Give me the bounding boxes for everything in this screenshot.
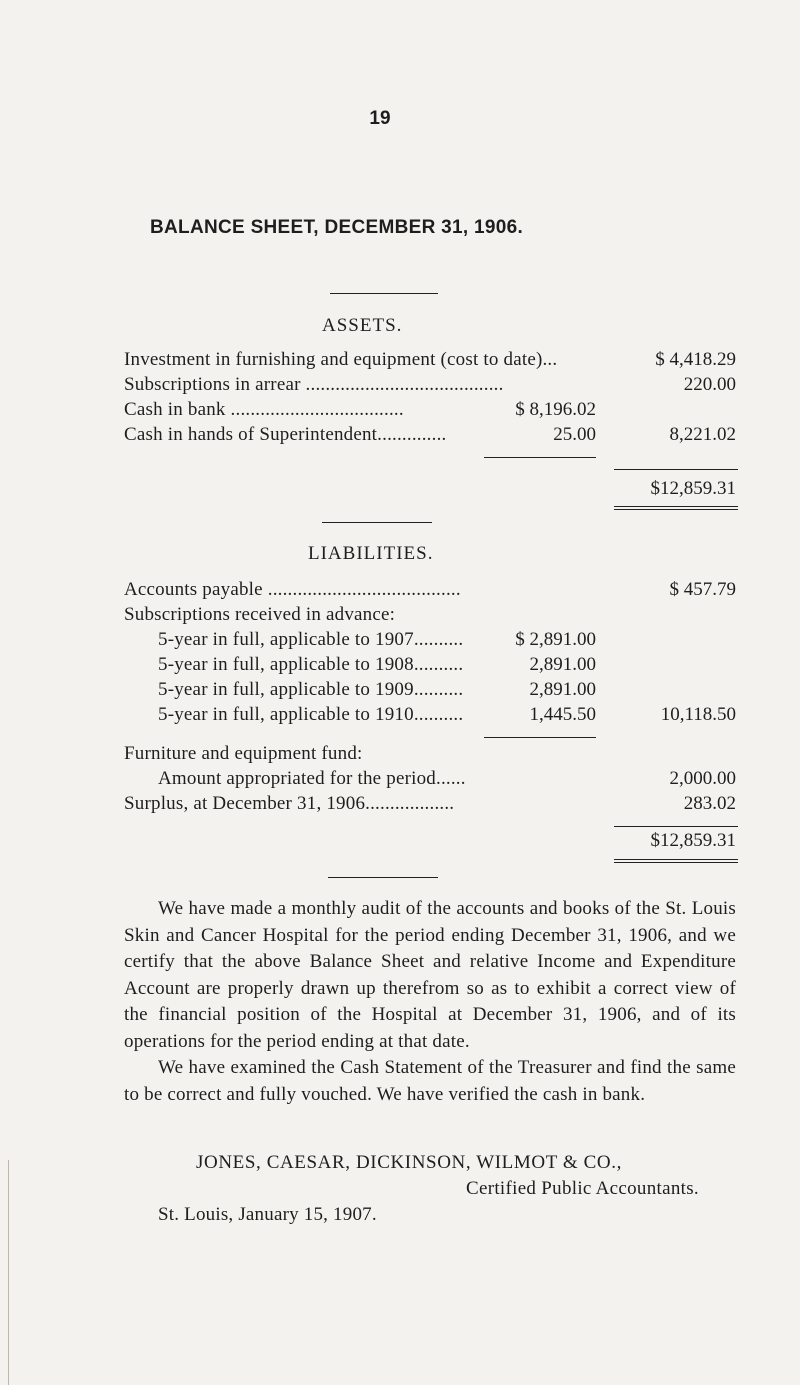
double-rule-top	[614, 859, 738, 860]
asset-row-outer-amount: $ 4,418.29	[655, 349, 736, 370]
auditor-title: Certified Public Accountants.	[466, 1178, 699, 1199]
certificate-paragraph: We have examined the Cash Statement of the Treasurer and find the same to be correct and fully vouched. We have verified the cash in bank.	[124, 1057, 736, 1105]
asset-row-outer-amount: 220.00	[683, 374, 736, 395]
page-number: 19	[369, 108, 391, 129]
fund-row-amount: 2,000.00	[669, 768, 736, 789]
asset-row-label: Investment in furnishing and equipment (cost to date)...	[124, 349, 558, 370]
total-rule	[614, 469, 738, 470]
page-edge-line	[8, 1160, 9, 1385]
subtotal-rule	[484, 457, 596, 458]
subscription-row-amount: 1,445.50	[529, 704, 596, 725]
surplus-row-label: Surplus, at December 31, 1906..................	[124, 793, 455, 814]
liability-row-label: Accounts payable .......................................	[124, 579, 461, 600]
surplus-row-amount: 283.02	[683, 793, 736, 814]
fund-heading: Furniture and equipment fund:	[124, 743, 363, 764]
divider-rule	[322, 522, 432, 523]
double-rule-bottom	[614, 509, 738, 510]
liabilities-total: $12,859.31	[650, 830, 736, 851]
asset-row-label: Cash in bank ...................................	[124, 399, 404, 420]
auditor-firm: JONES, CAESAR, DICKINSON, WILMOT & CO.,	[196, 1152, 622, 1173]
subscription-row-amount: $ 2,891.00	[515, 629, 596, 650]
fund-row-label: Amount appropriated for the period......	[158, 768, 466, 789]
subscription-row-amount: 2,891.00	[529, 679, 596, 700]
asset-row-inner-amount: $ 8,196.02	[515, 399, 596, 420]
asset-row-outer-amount: 8,221.02	[669, 424, 736, 445]
subtotal-rule	[484, 737, 596, 738]
subscription-row-label: 5-year in full, applicable to 1909..........	[158, 679, 464, 700]
double-rule-bottom	[614, 862, 738, 863]
asset-row-label: Subscriptions in arrear ........................................	[124, 374, 504, 395]
asset-row-label: Cash in hands of Superintendent..............	[124, 424, 447, 445]
liability-row-outer-amount: $ 457.79	[669, 579, 736, 600]
assets-total: $12,859.31	[650, 478, 736, 499]
subscriptions-heading: Subscriptions received in advance:	[124, 604, 396, 625]
subscription-row-label: 5-year in full, applicable to 1907..........	[158, 629, 464, 650]
subscription-row-amount: 2,891.00	[529, 654, 596, 675]
double-rule-top	[614, 506, 738, 507]
subscription-row-label: 5-year in full, applicable to 1910..........	[158, 704, 464, 725]
subscription-row-label: 5-year in full, applicable to 1908..........	[158, 654, 464, 675]
divider-rule	[328, 877, 438, 878]
place-date: St. Louis, January 15, 1907.	[158, 1204, 377, 1225]
divider-rule	[330, 293, 438, 294]
page-title: BALANCE SHEET, DECEMBER 31, 1906.	[150, 217, 524, 238]
assets-heading: ASSETS.	[322, 315, 403, 336]
liabilities-heading: LIABILITIES.	[308, 543, 434, 564]
total-rule	[614, 826, 738, 827]
certificate-paragraph: We have made a monthly audit of the accounts and books of the St. Louis Skin and Cancer Hospital for the period ending December 31, 1906, and we certify that the above Balance Sheet and relative Income and Expenditure Account are properly drawn up therefrom so as to exhibit a correct view of the financial position of the Hospital at December 31, 1906, and of its operations for the period ending at that date.	[124, 898, 736, 1052]
subscriptions-total: 10,118.50	[660, 704, 736, 725]
audit-certificate	[124, 896, 736, 1108]
asset-row-inner-amount: 25.00	[553, 424, 596, 445]
